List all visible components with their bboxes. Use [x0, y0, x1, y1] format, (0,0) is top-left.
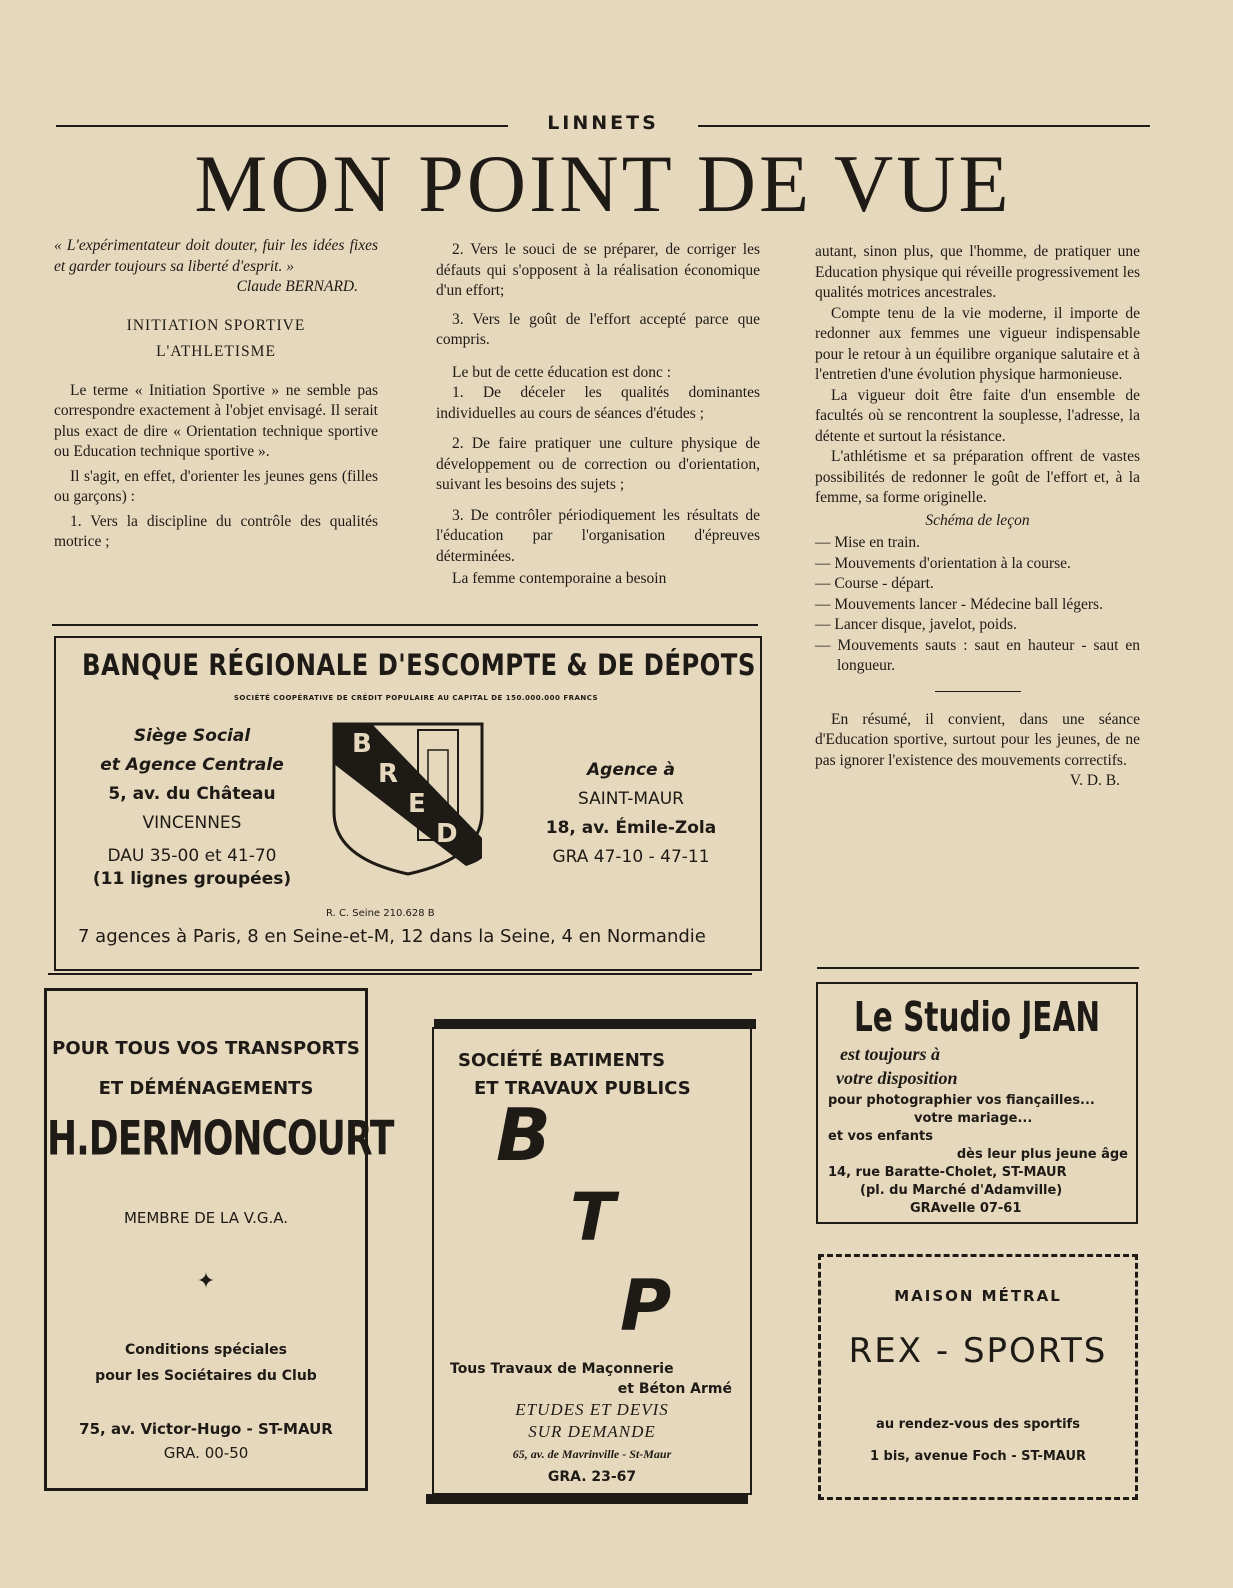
studio-place: (pl. du Marché d'Adamville) — [860, 1183, 1063, 1198]
bred-branch — [516, 756, 746, 872]
epigraph-author: Claude BERNARD. — [236, 278, 358, 295]
article-column-2 — [436, 240, 760, 594]
studio-line: pour photographier vos fiançailles... — [828, 1093, 1095, 1108]
ad-dermoncourt — [44, 988, 394, 1491]
studio-details — [828, 1092, 1128, 1218]
paragraph: La vigueur doit être faite d'un ensemble de facultés où se rencontrent la souplesse, l'adresse, la détente et surtout la résistance. — [815, 386, 1140, 445]
dermoncourt-line: POUR TOUS VOS TRANSPORTS — [52, 1038, 360, 1059]
studio-tagline — [836, 1042, 958, 1090]
btp-etudes — [434, 1399, 750, 1443]
ad-bred — [54, 636, 762, 971]
rule — [817, 967, 1139, 969]
schema-item: — Lancer disque, javelot, poids. — [815, 616, 1017, 633]
article-column-1 — [54, 236, 378, 557]
btp-letter-b: B — [496, 1093, 551, 1177]
dermoncourt-address: 75, av. Victor-Hugo - ST-MAUR — [79, 1420, 333, 1438]
bred-footer: 7 agences à Paris, 8 en Seine-et-M, 12 dans la Seine, 4 en Normandie — [78, 926, 706, 947]
paragraph: 1. De déceler les qualités dominantes individuelles au cours de séances d'études ; — [436, 384, 760, 422]
dermoncourt-conditions — [47, 1337, 365, 1389]
paragraph: 1. Vers la discipline du contrôle des qualités motrice ; — [54, 512, 378, 550]
dermoncourt-phone: GRA. 00-50 — [163, 1444, 249, 1462]
btp-bottom-bar — [426, 1494, 748, 1504]
ad-btp — [432, 1027, 752, 1495]
paragraph: Le but de cette éducation est donc : — [452, 363, 672, 381]
rex-tagline: au rendez-vous des sportifs — [876, 1417, 1080, 1432]
logo-letter: E — [408, 789, 426, 819]
rex-name: REX - SPORTS — [848, 1331, 1108, 1371]
bred-left-line: Siège Social — [133, 726, 251, 746]
magazine-name: LINNETS — [547, 112, 659, 134]
btp-etudes-line: ETUDES ET DEVIS — [515, 1400, 669, 1419]
separator — [935, 691, 1021, 692]
ad-rex-sports — [818, 1254, 1138, 1500]
paragraph: 3. Vers le goût de l'effort accepté parce que compris. — [436, 310, 760, 348]
bred-right-line: 18, av. Émile-Zola — [545, 818, 717, 838]
bred-left-line: et Agence Centrale — [100, 755, 284, 775]
studio-name-part: Le Studio — [854, 994, 1012, 1042]
paragraph: Le terme « Initiation Sportive » ne semble pas correspondre exactement à l'objet envisagé. Il serait plus exact de dire « Orientation technique sportive ou Education technique sportive ». — [54, 381, 378, 460]
btp-line: ET TRAVAUX PUBLICS — [474, 1078, 691, 1099]
bred-shield-logo — [328, 720, 488, 878]
btp-phone: GRA. 23-67 — [547, 1469, 637, 1485]
studio-tag: votre disposition — [836, 1068, 958, 1088]
logo-letter: R — [378, 759, 399, 789]
dermoncourt-cond: pour les Sociétaires du Club — [95, 1368, 317, 1384]
rule — [52, 624, 758, 626]
schema-item: — Mise en train. — [815, 534, 921, 551]
bred-left-line: 5, av. du Château — [108, 784, 276, 804]
bred-head-office — [72, 722, 312, 890]
logo-letter: D — [436, 819, 458, 849]
schema-item: — Course - départ. — [815, 575, 934, 592]
paragraph: Compte tenu de la vie moderne, il importe de redonner aux femmes une vigueur indispensable pour le retour à un équilibre organique salutaire et à l'entretien d'une évolution physique harmonieuse. — [815, 304, 1140, 383]
studio-tag: est toujours à — [840, 1044, 941, 1064]
bred-right-line: Agence à — [587, 760, 675, 780]
schema-item: — Mouvements lancer - Médecine ball légers. — [815, 595, 1103, 613]
ad-studio-jean — [816, 982, 1138, 1224]
btp-letter-t: T — [570, 1179, 616, 1256]
btp-letter-p: P — [620, 1265, 672, 1347]
rex-address: 1 bis, avenue Foch - ST-MAUR — [869, 1449, 1087, 1464]
dermoncourt-ornament: ✦ — [196, 1269, 216, 1294]
bred-name: BANQUE RÉGIONALE D'ESCOMPTE & DE DÉPOTS — [82, 648, 756, 682]
rule — [48, 973, 752, 975]
studio-name — [854, 994, 1100, 1041]
studio-address: 14, rue Baratte-Cholet, ST-MAUR — [828, 1165, 1067, 1180]
studio-name-part: JEAN — [1021, 994, 1101, 1042]
paragraph: La femme contemporaine a besoin — [452, 570, 667, 587]
subheading-athletisme: L'ATHLETISME — [156, 343, 276, 360]
paragraph: Il s'agit, en effet, d'orienter les jeunes gens (filles ou garçons) : — [54, 467, 378, 505]
bred-rc: R. C. Seine 210.628 B — [326, 908, 435, 919]
btp-etudes-line: SUR DEMANDE — [528, 1422, 656, 1441]
studio-line: et vos enfants — [828, 1129, 933, 1144]
paragraph: 3. De contrôler périodiquement les résultats de l'éducation par l'organisation d'épreuves déterminées. — [436, 506, 760, 565]
bred-left-line: (11 lignes groupées) — [92, 869, 292, 889]
bred-left-line: VINCENNES — [142, 813, 242, 833]
dermoncourt-name: H.DERMONCOURT — [47, 1113, 394, 1167]
dermoncourt-cond: Conditions spéciales — [125, 1342, 287, 1358]
btp-works — [450, 1359, 740, 1399]
btp-works-line: Tous Travaux de Maçonnerie — [450, 1361, 674, 1377]
paragraph: L'athlétisme et sa préparation offrent de vastes possibilités de redonner le goût de l'effort et, à la femme, sa forme originelle. — [815, 448, 1140, 506]
studio-line: votre mariage... — [914, 1111, 1033, 1126]
btp-line: SOCIÉTÉ BATIMENTS — [458, 1050, 666, 1071]
btp-header — [458, 1047, 691, 1103]
conclusion-paragraph: En résumé, il convient, dans une séance d'Education sportive, surtout pour les jeunes, de ne pas ignorer l'existence des mouvements correctifs. — [815, 710, 1140, 769]
bred-right-line: SAINT-MAUR — [578, 789, 684, 809]
btp-address: 65, av. de Mavrinville - St-Maur — [512, 1447, 672, 1461]
signature: V. D. B. — [1069, 772, 1120, 789]
magazine-header — [56, 112, 1150, 138]
studio-line: dès leur plus jeune âge — [956, 1147, 1128, 1162]
dermoncourt-member: MEMBRE DE LA V.G.A. — [123, 1209, 289, 1227]
bred-left-line: DAU 35-00 et 41-70 — [107, 846, 277, 866]
btp-works-line: et Béton Armé — [617, 1381, 732, 1397]
logo-letter: B — [352, 729, 372, 759]
dermoncourt-contact — [47, 1417, 365, 1465]
schema-item: — Mouvements sauts : saut en hauteur - saut en longueur. — [815, 636, 1140, 674]
schema-item: — Mouvements d'orientation à la course. — [815, 554, 1071, 572]
article-column-3 — [815, 242, 1140, 792]
schema-title: Schéma de leçon — [925, 511, 1030, 529]
bred-right-line: GRA 47-10 - 47-11 — [552, 847, 710, 867]
dermoncourt-line: ET DÉMÉNAGEMENTS — [98, 1078, 314, 1099]
paragraph: autant, sinon plus, que l'homme, de pratiquer une Education physique qui réveille progressivement les qualités motrices ancestrales. — [815, 243, 1140, 301]
rex-maison: MAISON MÉTRAL — [894, 1287, 1062, 1305]
bred-subtitle: SOCIÉTÉ COOPÉRATIVE DE CRÉDIT POPULAIRE AU CAPITAL DE 150.000.000 FRANCS — [233, 694, 599, 702]
dermoncourt-header — [47, 1029, 365, 1109]
page-title: MON POINT DE VUE — [194, 138, 1012, 229]
epigraph-quote: « L'expérimentateur doit douter, fuir les idées fixes et garder toujours sa liberté d'esprit. » — [54, 237, 378, 275]
paragraph: 2. Vers le souci de se préparer, de corriger les défauts qui s'opposent à la réalisation économique d'un effort; — [436, 241, 760, 299]
paragraph: 2. De faire pratiquer une culture physique de développement ou de correction ou d'orientation, suivant les besoins des sujets ; — [436, 435, 760, 493]
subheading-initiation: INITIATION SPORTIVE — [126, 316, 306, 334]
studio-phone: GRAvelle 07-61 — [910, 1201, 1022, 1216]
